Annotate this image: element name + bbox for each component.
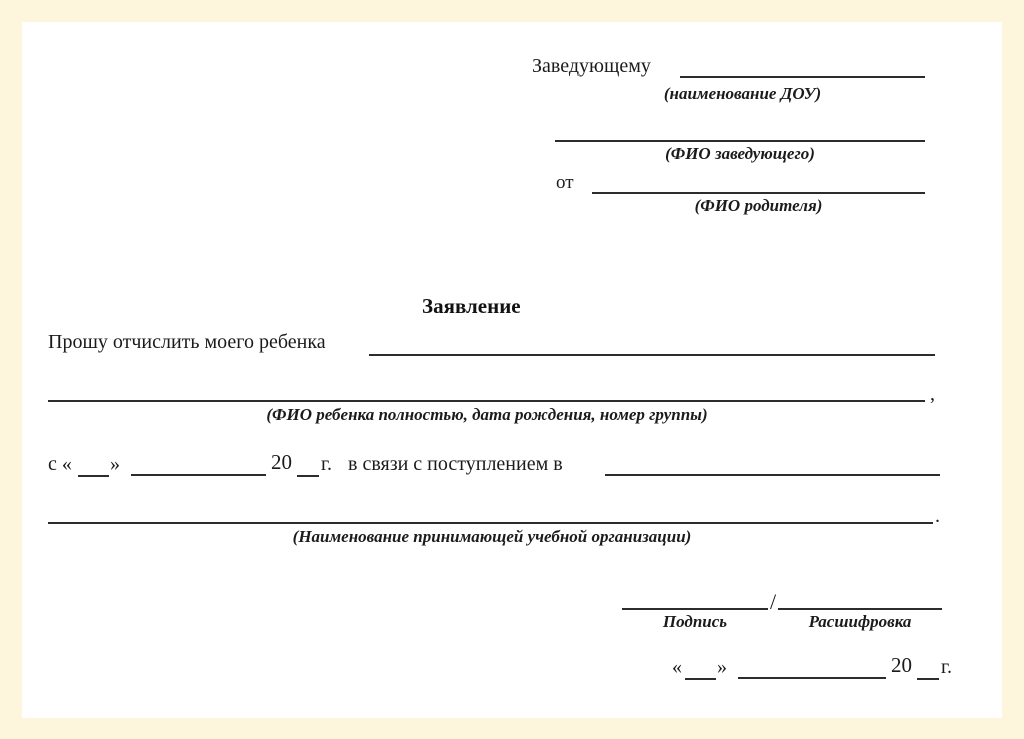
child-info-caption: (ФИО ребенка полностью, дата рождения, номер группы) <box>266 405 708 424</box>
child-info-rule-1[interactable] <box>369 354 935 356</box>
final-date-quote-close: » <box>717 656 727 678</box>
from-label: от <box>556 172 574 193</box>
director-name-caption: (ФИО заведующего) <box>665 144 815 163</box>
organization-caption: (Наименование принимающей учебной организации) <box>292 527 692 546</box>
final-year-prefix: 20 <box>891 653 912 677</box>
year-blank[interactable] <box>297 454 319 477</box>
child-info-rule-2[interactable] <box>48 400 925 402</box>
organization-period: . <box>935 505 940 527</box>
page-title: Заявление <box>422 294 521 318</box>
final-day-blank[interactable] <box>685 657 716 680</box>
day-blank[interactable] <box>78 454 109 477</box>
addressee-label: Заведующему <box>532 55 651 77</box>
organization-rule-2[interactable] <box>48 522 933 524</box>
signature-rule[interactable] <box>622 608 768 610</box>
final-year-blank[interactable] <box>917 657 939 680</box>
reason-text: в связи с поступлением в <box>348 453 563 475</box>
signature-separator: / <box>770 589 777 614</box>
final-month-rule[interactable] <box>738 677 886 679</box>
year-prefix: 20 <box>271 450 292 474</box>
final-date-quote-open: « <box>672 656 682 678</box>
director-name-rule[interactable] <box>555 140 925 142</box>
year-suffix: г. <box>321 453 332 475</box>
organization-rule-1[interactable] <box>605 474 940 476</box>
month-rule[interactable] <box>131 474 266 476</box>
transcript-rule[interactable] <box>778 608 942 610</box>
child-info-comma: , <box>930 383 935 405</box>
parent-name-caption: (ФИО родителя) <box>694 196 823 215</box>
date-prefix: с « <box>48 453 72 475</box>
request-text: Прошу отчислить моего ребенка <box>48 331 326 353</box>
final-year-suffix: г. <box>941 656 952 678</box>
addressee-rule[interactable] <box>680 76 925 78</box>
signature-caption: Подпись <box>662 612 728 631</box>
date-quote-close: » <box>110 453 120 475</box>
transcript-caption: Расшифровка <box>808 612 912 631</box>
addressee-caption: (наименование ДОУ) <box>663 84 822 103</box>
parent-name-rule[interactable] <box>592 192 925 194</box>
document-page <box>22 22 1002 718</box>
